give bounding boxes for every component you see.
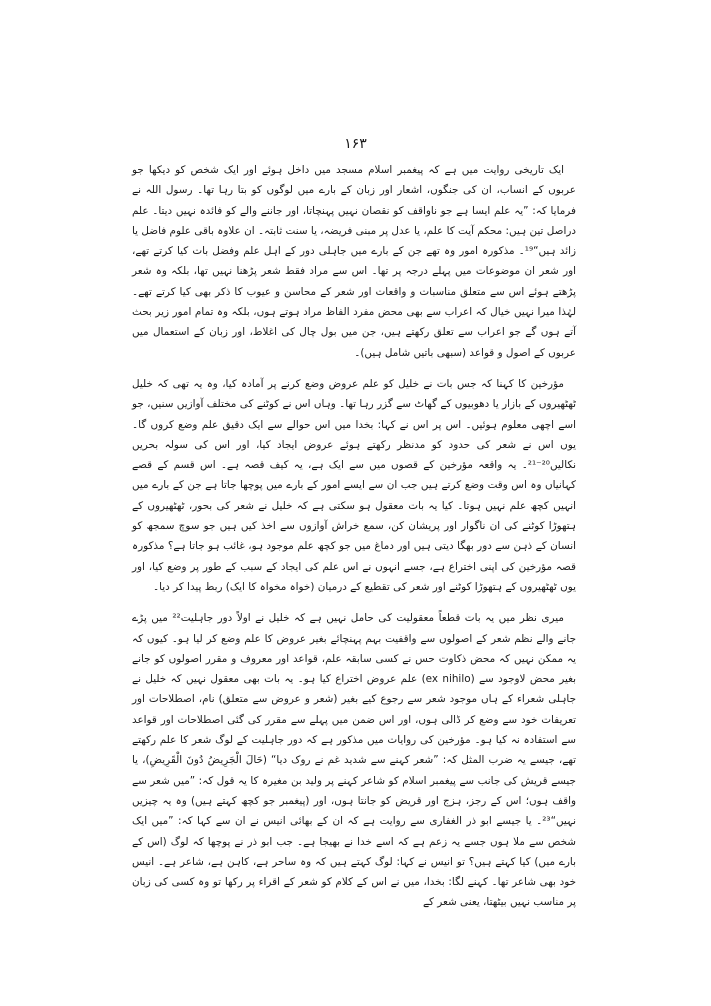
paragraph-1: ایک تاریخی روایت میں ہے کہ پیغمبر اسلام مسجد میں داخل ہوئے اور ایک شخص کو دیکھا جو عربوں کے انساب، ان کی جنگوں، اشعار اور زبان کے بارے میں لوگوں کو بتا رہا تھا۔ رسول اللہ نے فرمایا کہ: ”یہ علم ایسا ہے جو ناواقف کو نقصان نہیں پہنچاتا، اور جاننے والے کو فائدہ نہیں دیتا۔ علم دراصل تین ہیں: محکم آیت کا علم، یا عدل پر مبنی فریضہ، یا سنت ثابتہ۔ ان علاوہ باقی علوم فاضل یا زائد ہیں“¹⁹۔ مذکورہ امور وہ تھے جن کے بارے میں جاہلی دور کے اہل علم وفضل بات کیا کرتے تھے، اور شعر ان موضوعات میں پہلے درجہ پر تھا۔ اس سے مراد فقط شعر پڑھنا نہیں تھا، بلکہ وہ شعر پڑھتے ہوئے اس سے متعلق مناسبات و واقعات اور شعر کے محاسن و عیوب کا ذکر بھی کیا کرتے تھے۔ لہٰذا میرا نہیں خیال کہ اعراب سے بھی محض مفرد الفاظ مراد ہوتے ہوں، بلکہ وہ تمام امور زیر بحث آتے ہوں گے جو اعراب سے تعلق رکھتے ہیں، جن میں بول چال کی اغلاط، اور زبان کے استعمال میں عربوں کے اصول و قواعد (سبھی باتیں شامل ہیں)۔ xyxy=(132,164,576,359)
paragraph-2: مؤرخین کا کہنا کہ جس بات نے خلیل کو علم عروض وضع کرنے پر آمادہ کیا، وہ یہ تھی کہ خلیل ٹھٹھیروں کے بازار یا دھوبیوں کے گھاٹ سے گزر رہا تھا۔ وہاں اس نے کوٹنے کی مختلف آوازیں سنیں، جو اسے اچھی معلوم ہوئیں۔ اس پر اس نے کہا: بخدا میں اس حوالے سے ایک دقیق علم وضع کروں گا۔ یوں اس نے شعر کی حدود کو مدنظر رکھتے ہوئے عروض ایجاد کیا، اور اس کی سولہ بحریں نکالیں²⁰⁻²¹۔ یہ واقعہ مؤرخین کے قصوں میں سے ایک ہے، یہ کیف قصہ ہے۔ اس قسم کے قصے کہانیاں وہ اس وقت وضع کرتے ہیں جب ان سے ایسے امور کے بارے میں پوچھا جاتا ہے جن کے بارے میں انہیں کچھ علم نہیں ہوتا۔ کیا یہ بات معقول ہو سکتی ہے کہ خلیل نے شعر کی بحور، ٹھٹھیروں کے ہتھوڑا کوٹنے کی ان ناگوار اور پریشان کن، سمع خراش آوازوں سے اخذ کیں ہیں جو سوچ سمجھ کو انسان کے ذہن سے دور بھگا دیتی ہیں اور دماغ میں جو کچھ علم موجود ہو، غائب ہو جاتا ہے؟ مذکورہ قصہ مؤرخین کی اپنی اختراع ہے، جسے انہوں نے اس علم کی ایجاد کے سبب کے طور پر وضع کیا، اور یوں ٹھٹھیروں کے ہتھوڑا کوٹنے اور شعر کی تقطیع کے درمیان (خواہ مخواہ کا ایک) ربط پیدا کر دیا۔ xyxy=(132,377,576,593)
paragraph-3: میری نظر میں یہ بات قطعاً معقولیت کی حامل نہیں ہے کہ خلیل نے اولاً دور جاہلیت²² میں پڑے جانے والے نظم شعر کے اصولوں سے واقفیت بہم پہنچائے بغیر عروض کا علم وضع کر لیا ہو۔ کیوں کہ یہ ممکن نہیں کہ محض ذکاوت حس نے کسی سابقہ علم، قواعد اور معروف و مقرر اصولوں کو جانے بغیر محض لاوجود سے (ex nihilo) علم عروض اختراع کیا ہو۔ یہ بات بھی معقول نہیں کہ خلیل نے جاہلی شعراء کے ہاں موجود شعر سے رجوع کیے بغیر (شعر و عروض سے متعلق) نام، اصطلاحات اور تعریفات خود سے وضع کر ڈالی ہوں، اور اس ضمن میں پہلے سے مقرر کی گئی اصطلاحات اور قواعد سے استفادہ نہ کیا ہو۔ مؤرخین کی روایات میں مذکور ہے کہ دور جاہلیت کے لوگ شعر کا علم رکھتے تھے، جیسے یہ ضرب المثل کہ: ”شعر کہنے سے شدید غم نے روک دیا“ (حَالَ الْجَرِيضُ دُونَ الْقَرِيضِ)، یا جیسے قریش کی جانب سے پیغمبر اسلام کو شاعر کہنے پر ولید بن مغیرہ کا یہ قول کہ: ”میں شعر سے واقف ہوں؛ اس کے رجز، ہزج اور قریض کو جانتا ہوں، اور (پیغمبر جو کچھ کہتے ہیں) وہ یہ چیزیں نہیں“²³۔ یا جیسے ابو ذر الغفاری سے روایت ہے کہ ان کے بھائی انیس نے ان سے کہا کہ: ”میں ایک شخص سے ملا ہوں جسے یہ زعم ہے کہ اسے خدا نے بھیجا ہے۔ جب ابو ذر نے پوچھا کہ لوگ (اس کے بارے میں) کیا کہتے ہیں؟ تو انیس نے کہا: لوگ کہتے ہیں کہ وہ ساحر ہے، کاہن ہے، شاعر ہے۔ انیس خود بھی شاعر تھا۔ کہنے لگا: بخدا، میں نے اس کے کلام کو شعر کے اقراء پر رکھا تو وہ کسی کی زبان پر مناسب نہیں بیٹھتا، یعنی شعر کے xyxy=(132,612,576,909)
body-text xyxy=(132,160,576,913)
page-number: ۱۶۳ xyxy=(344,136,367,152)
